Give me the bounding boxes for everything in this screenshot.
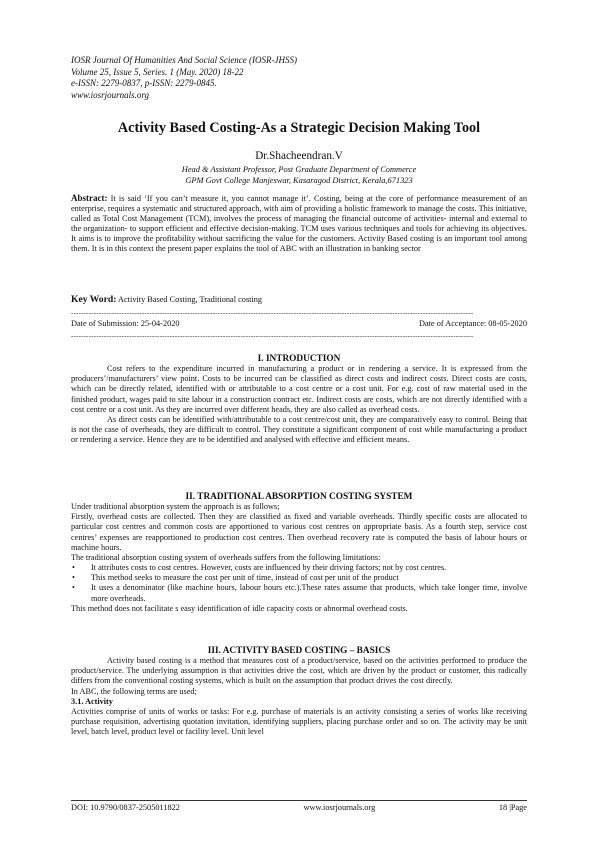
paragraph: Activities comprise of units of works or tasks: For e.g. purchase of materials is an activity consisting a series of works like receiving purchase requisition, advertising quotation invitation, identifying suppliers, placing purchase order and so on. The activity may be unit level, batch level, product level or facility level. Unit level bbox=[71, 706, 527, 737]
page-footer bbox=[71, 803, 527, 812]
journal-volume: Volume 25, Issue 5, Series. 1 (May. 2020) 18-22 bbox=[71, 66, 244, 77]
author-affiliation bbox=[71, 165, 527, 186]
submission-date: Date of Submission: 25-04-2020 bbox=[71, 319, 180, 328]
paragraph: In ABC, the following terms are used; bbox=[71, 686, 197, 696]
section-traditional-costing bbox=[71, 492, 527, 614]
list-item: • It uses a denominator (like machine hours, labour hours etc.).These rates assume that products, which take longer time, involve more overheads. bbox=[71, 583, 527, 603]
journal-website[interactable]: www.iosrjournals.org bbox=[71, 89, 150, 100]
affiliation-line-2: GPM Govt College Manjeswar, Kasaragod District, Kerala,671323 bbox=[185, 175, 413, 185]
paragraph: Under traditional absorption system the approach is as follows; bbox=[71, 502, 280, 512]
section-heading: II. TRADITIONAL ABSORPTION COSTING SYSTEM bbox=[185, 492, 413, 502]
page-number: 18 |Page bbox=[498, 803, 527, 812]
section-abc-basics bbox=[71, 646, 527, 737]
list-item: • It attributes costs to cost centres. However, costs are influenced by their driving factors; not by cost centres. bbox=[71, 563, 527, 573]
paragraph: Activity based costing is a method that measures cost of a product/service, based on the activities performed to produce the product/service. The underlying assumption is that activities drive the cost, which are driven by the product or customer, this radically differs from the conventional costing systems, which is built on the assumption that product drives the cost directly. bbox=[71, 656, 527, 686]
acceptance-date: Date of Acceptance: 08-05-2020 bbox=[418, 319, 527, 328]
section-introduction bbox=[71, 354, 527, 445]
dates-row bbox=[71, 319, 527, 328]
journal-header bbox=[71, 55, 531, 101]
subsection-heading: 3.1. Activity bbox=[71, 696, 113, 706]
paragraph: The traditional absorption costing system of overheads suffers from the following limitations: bbox=[71, 552, 381, 562]
author-name: Dr.Shacheendran.V bbox=[255, 150, 343, 162]
footer-website[interactable]: www.iosrjournals.org bbox=[303, 803, 376, 812]
abstract-text: It is said ‘If you can’t measure it, you cannot manage it’. Costing, being at the core of performance measurement of an enterprise, requires a systematic and structured approach, with aim of providing a holistic framework to manage the costs. This initiative, called as Total Cost Management (TCM), involves the process of managing the financial outcome of activities- internal and external to the organization- to support efficient and effective decision-making. TCM uses various techniques and tools for achieving its objectives. It aims is to improve the profitability without sacrificing the value for the customers. Activity Based costing is an important tool among them. It is in this context the present paper explains the tool of ABC with an illustration in banking sector bbox=[71, 194, 527, 254]
abstract bbox=[71, 193, 527, 255]
section-heading: I. INTRODUCTION bbox=[257, 354, 341, 364]
keywords-text: Activity Based Costing, Traditional costing bbox=[118, 295, 263, 304]
limitations-list bbox=[71, 563, 527, 604]
section-heading: III. ACTIVITY BASED COSTING – BASICS bbox=[207, 646, 391, 656]
divider-bottom: --------------------------------------------------------------------------------------------------------------------------------------------------------------- bbox=[71, 332, 474, 340]
keywords bbox=[71, 294, 527, 305]
abstract-label: Abstract: bbox=[71, 193, 108, 203]
footer-divider bbox=[71, 800, 527, 801]
paragraph: Cost refers to the expenditure incurred in manufacturing a product or in rendering a service. It is expressed from the producers’/manufacturers’ view point. Costs to be incurred can be classified as direct costs and indirect costs. Direct costs are costs, which can be directly related, identified with or attributable to a cost centre or a cost unit. For e.g. cost of raw material used in the finished product, wages paid to site labour in a construction contract etc. Indirect costs are costs, which are not directly identified with a cost centre or a cost unit. As they are incurred over different heads, they are also called as overhead costs. bbox=[71, 364, 527, 414]
footer-doi: DOI: 10.9790/0837-2505011822 bbox=[71, 803, 180, 812]
paragraph: Firstly, overhead costs are collected. Then they are classified as fixed and variable overheads. Thirdly specific costs are allocated to particular cost centres and common costs are apportioned to various cost centres on appropriate basis. As a fourth step, service cost centres’ expenses are reapportioned to production cost centres. Then overhead recovery rate is computed the basis of labour hours or machine hours. bbox=[71, 512, 527, 552]
paragraph: This method does not facilitate s easy identification of idle capacity costs or abnormal overhead costs. bbox=[71, 603, 408, 613]
keywords-label: Key Word: bbox=[71, 294, 117, 305]
journal-issn: e-ISSN: 2279-0837, p-ISSN: 2279-0845. bbox=[71, 78, 217, 89]
journal-name: IOSR Journal Of Humanities And Social Science (IOSR-JHSS) bbox=[71, 55, 298, 65]
divider-top: --------------------------------------------------------------------------------------------------------------------------------------------------------------- bbox=[71, 309, 474, 317]
affiliation-line-1: Head & Assistant Professor, Post Graduate Department of Commerce bbox=[181, 165, 417, 174]
paragraph: As direct costs can be identified with/attributable to a cost centre/cost unit, they are comparatively easy to control. Being that is not the case of overheads, they are difficult to control. They constitute a significant component of cost while manufacturing a product or rendering a service. Hence they are to be identified and analysed with effective and efficient means. bbox=[71, 414, 527, 445]
list-item: • This method seeks to measure the cost per unit of time, instead of cost per unit of the product bbox=[71, 573, 527, 583]
paper-title: Activity Based Costing-As a Strategic Decision Making Tool bbox=[117, 120, 481, 136]
